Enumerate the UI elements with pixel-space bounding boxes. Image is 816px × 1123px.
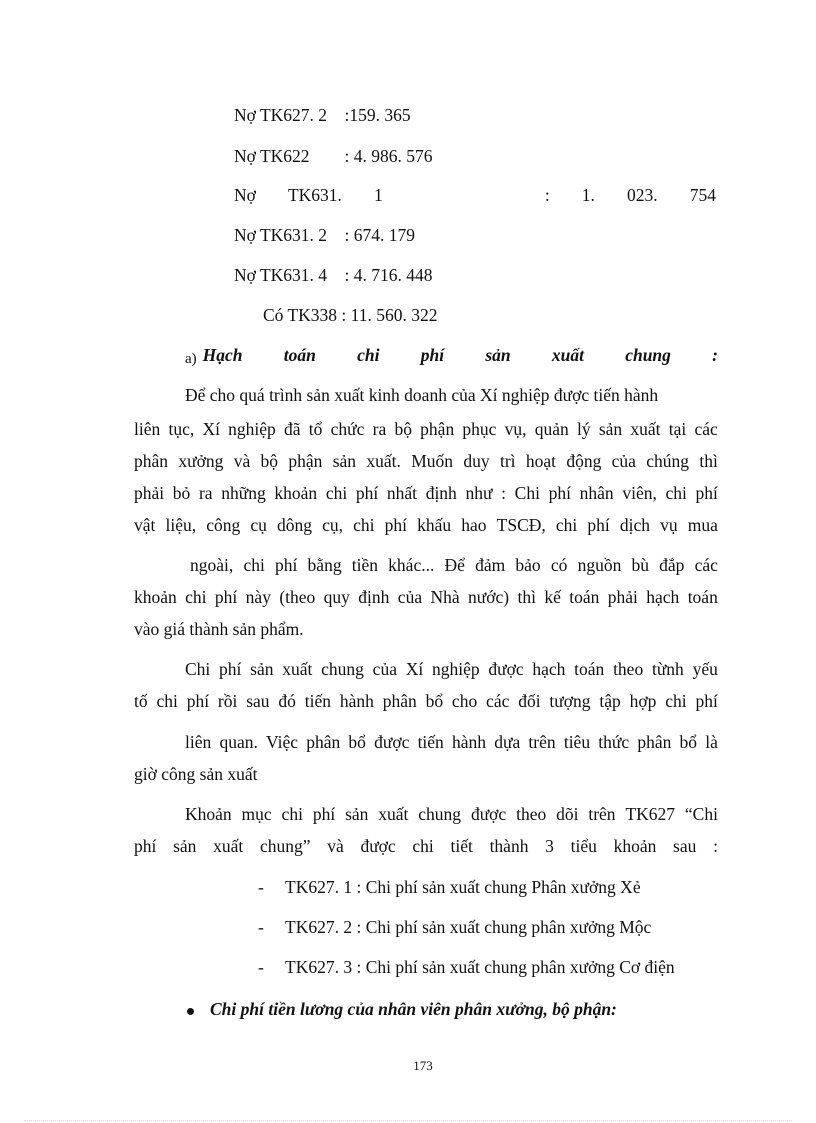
word: từnh <box>651 659 684 679</box>
word: 754 <box>689 185 716 205</box>
word: các <box>694 419 718 439</box>
word: tiêu <box>563 732 591 752</box>
word: có <box>550 555 568 575</box>
word: quan. <box>219 732 258 752</box>
word: khoản <box>274 483 318 503</box>
word: tiến <box>417 732 444 752</box>
word: Xí <box>202 419 220 439</box>
word: chi <box>325 483 348 503</box>
word: đắp <box>659 555 685 575</box>
word: TK627 <box>625 804 676 824</box>
word: được <box>488 659 524 679</box>
word: những <box>221 483 266 503</box>
word: xưởng <box>178 451 224 471</box>
word: phí <box>695 691 718 711</box>
word: 3 <box>545 836 554 856</box>
word: phí <box>214 587 238 607</box>
word: dõi <box>556 804 579 824</box>
word: phân <box>637 732 672 752</box>
word: cụ, <box>322 515 344 535</box>
word: phải <box>607 587 638 607</box>
word: tiết <box>450 836 473 856</box>
page-number: 173 <box>413 1058 433 1073</box>
word: 1. <box>581 185 595 205</box>
word: chúng <box>646 451 690 471</box>
paragraph-2-line-3 <box>185 731 718 753</box>
word: liên <box>134 419 161 439</box>
word: chung” <box>259 836 311 856</box>
word: quy <box>323 587 350 607</box>
entry-no-622: Nợ TK622 : 4. 986. 576 <box>234 146 433 166</box>
word: thành <box>489 836 529 856</box>
word: duy <box>463 451 490 471</box>
heading-word: phí <box>420 345 445 365</box>
word: sau <box>246 691 270 711</box>
word: ra <box>198 483 213 503</box>
word: chi <box>243 555 265 575</box>
word: chi <box>185 587 207 607</box>
word: viên, <box>622 483 657 503</box>
list-item <box>258 916 651 938</box>
word: sản <box>250 659 274 679</box>
word: tố <box>134 691 148 711</box>
word: tập <box>599 691 621 711</box>
paragraph-1-line-6 <box>190 554 718 576</box>
word: phí <box>587 515 610 535</box>
word: liên <box>185 732 212 752</box>
word: : <box>713 836 718 856</box>
paragraph-1-line-2 <box>134 418 718 440</box>
word: đã <box>284 419 301 439</box>
word: chức <box>330 419 365 439</box>
word: TSCĐ, <box>496 515 546 535</box>
word: của <box>397 587 423 607</box>
entry-no-631-1 <box>234 184 716 206</box>
list-item-text: TK627. 2 : Chi phí sản xuất chung phân xưởng Mộc <box>285 917 652 937</box>
section-a-heading <box>185 344 718 368</box>
word: của <box>611 451 636 471</box>
word: phí <box>219 659 242 679</box>
entry-no-631-2: Nợ TK631. 2 : 674. 179 <box>234 225 416 245</box>
word: phí <box>548 483 571 503</box>
word: vụ <box>660 515 678 535</box>
word: tổ <box>308 419 323 439</box>
word: chi <box>555 515 578 535</box>
paragraph-1-line-1: Để cho quá trình sản xuất kinh doanh của Xí nghiệp được tiến hành <box>185 385 659 405</box>
word: tượng <box>549 691 591 711</box>
list-item-text: TK627. 3 : Chi phí sản xuất chung phân xưởng Cơ điện <box>285 957 675 977</box>
word: đó <box>278 691 296 711</box>
word: phí <box>134 836 157 856</box>
word: dông <box>277 515 313 535</box>
heading-word: : <box>712 345 718 365</box>
section-label: a) <box>185 351 197 367</box>
word: hành <box>339 691 374 711</box>
word: đảm <box>475 555 506 575</box>
word: hao <box>461 515 487 535</box>
word: theo <box>516 804 547 824</box>
word: phận <box>420 419 455 439</box>
list-item-text: TK627. 1 : Chi phí sản xuất chung Phân xưởng Xẻ <box>285 877 641 897</box>
word: tiền <box>351 555 378 575</box>
heading-word: Hạch <box>202 345 243 365</box>
word: phí <box>186 691 210 711</box>
word: chung <box>418 804 462 824</box>
word: Để <box>444 555 465 575</box>
word: tiến <box>304 691 331 711</box>
word: theo <box>613 659 644 679</box>
footer-divider <box>24 1120 792 1121</box>
word: Muốn <box>411 451 454 471</box>
word: kế <box>544 587 561 607</box>
word: hợp <box>629 691 657 711</box>
word: Xí <box>405 659 424 679</box>
word: của <box>372 659 397 679</box>
word: khấu <box>417 515 452 535</box>
word: nghiệp <box>431 659 480 679</box>
word: sản <box>345 804 369 824</box>
word: định <box>358 587 390 607</box>
word: TK631. <box>287 185 342 205</box>
word: phân <box>134 451 169 471</box>
word: hành <box>452 732 487 752</box>
word: đối <box>518 691 541 711</box>
word: phí <box>695 483 718 503</box>
list-marker: - <box>258 917 264 937</box>
word: Chi <box>185 659 211 679</box>
word: công <box>206 515 241 535</box>
word: vụ, <box>504 419 527 439</box>
list-item <box>258 956 675 978</box>
word: được <box>360 836 396 856</box>
paragraph-1-line-5 <box>134 514 718 536</box>
word: trên <box>588 804 616 824</box>
word: thì <box>699 451 718 471</box>
paragraph-1-last-line: vào giá thành sản phẩm. <box>134 619 304 639</box>
bullet-heading: Chi phí tiền lương của nhân viên phân xưởng, bộ phận: <box>210 999 617 1019</box>
word: sau <box>673 836 697 856</box>
paragraph-1-line-4 <box>134 482 718 504</box>
word: hạch <box>646 587 680 607</box>
entry-co-338: Có TK338 : 11. 560. 322 <box>263 305 438 325</box>
word: sản <box>598 419 623 439</box>
entry-no-631-4: Nợ TK631. 4 : 4. 716. 448 <box>234 265 433 285</box>
word: phải <box>134 483 165 503</box>
word: rồi <box>217 691 238 711</box>
word: phận <box>288 451 323 471</box>
word: trên <box>528 732 556 752</box>
word: là <box>705 732 718 752</box>
heading-word: chi <box>357 345 380 365</box>
word: Nợ <box>234 185 256 205</box>
word: dịch <box>619 515 650 535</box>
word: : <box>544 185 550 205</box>
word: xuất <box>282 659 313 679</box>
word: như <box>465 483 493 503</box>
word: bổ <box>425 691 444 711</box>
word: (theo <box>279 587 316 607</box>
word: quản <box>534 419 569 439</box>
word: các <box>486 691 510 711</box>
word: phí <box>312 804 336 824</box>
word: toán <box>574 659 605 679</box>
word: xuất. <box>366 451 401 471</box>
word: Khoản <box>185 804 232 824</box>
word: toán <box>569 587 600 607</box>
paragraph-2-line-1 <box>185 658 718 680</box>
word: và <box>327 836 344 856</box>
word: liệu, <box>165 515 197 535</box>
word: chung <box>321 659 364 679</box>
word: và <box>233 451 251 471</box>
list-marker: - <box>258 957 264 977</box>
word: các <box>694 555 718 575</box>
word: 1 <box>374 185 383 205</box>
word: bảo <box>515 555 541 575</box>
word: chi <box>665 691 687 711</box>
word: dựa <box>494 732 521 752</box>
word: chi <box>156 691 178 711</box>
word: chi <box>353 515 375 535</box>
word: phân <box>306 732 341 752</box>
word: Nhà <box>430 587 460 607</box>
word: vật <box>134 515 156 535</box>
list-item <box>258 876 641 898</box>
word: tiểu <box>570 836 597 856</box>
word: ngoài, <box>190 555 234 575</box>
paragraph-1-line-7 <box>134 586 718 608</box>
word: chi <box>665 483 687 503</box>
paragraph-2-last-line: giờ công sản xuất <box>134 764 258 784</box>
word: hạch <box>532 659 566 679</box>
word: thì <box>517 587 536 607</box>
word: tại <box>668 419 687 439</box>
word: động <box>566 451 602 471</box>
word: được <box>470 804 507 824</box>
word: nhất <box>386 483 418 503</box>
list-marker: - <box>258 877 264 897</box>
word: được <box>374 732 410 752</box>
word: cụ <box>250 515 267 535</box>
word: mua <box>687 515 718 535</box>
word: bổ <box>348 732 366 752</box>
word: bổ <box>679 732 698 752</box>
word: chi <box>281 804 303 824</box>
word: 023. <box>627 185 658 205</box>
word: khoản <box>134 587 177 607</box>
word: khác... <box>388 555 435 575</box>
entry-no-627-2: Nợ TK627. 2 :159. 365 <box>234 105 411 125</box>
word: nhân <box>579 483 614 503</box>
bullet-icon <box>187 1008 194 1015</box>
paragraph-3-line-1 <box>185 803 718 825</box>
word: tục, <box>168 419 195 439</box>
word: toán <box>687 587 718 607</box>
word: chi <box>412 836 434 856</box>
paragraph-2-line-2 <box>134 690 718 712</box>
word: này <box>245 587 271 607</box>
heading-word: toán <box>283 345 316 365</box>
word: xuất <box>378 804 409 824</box>
word: phân <box>382 691 417 711</box>
word: ra <box>372 419 387 439</box>
word: định <box>425 483 457 503</box>
word: xuất <box>630 419 661 439</box>
word: yếu <box>692 659 718 679</box>
word: sản <box>332 451 357 471</box>
word: sản <box>173 836 197 856</box>
word: hoạt <box>525 451 556 471</box>
word: bỏ <box>172 483 191 503</box>
word: thức <box>598 732 630 752</box>
word: nguồn <box>577 555 622 575</box>
heading-word: xuất <box>551 345 584 365</box>
word: trì <box>499 451 516 471</box>
word: khoản <box>613 836 657 856</box>
word: : <box>501 483 506 503</box>
word: mục <box>241 804 272 824</box>
word: xuất <box>213 836 244 856</box>
word: Chi <box>514 483 540 503</box>
word: cho <box>451 691 478 711</box>
word: phí <box>355 483 379 503</box>
word: Việc <box>266 732 299 752</box>
paragraph-1-line-3 <box>134 450 718 472</box>
heading-word: sản <box>485 345 511 365</box>
word: nước) <box>468 587 510 607</box>
word: lý <box>577 419 591 439</box>
word: bằng <box>307 555 342 575</box>
word: “Chi <box>684 804 718 824</box>
paragraph-3-line-2 <box>134 835 718 857</box>
word: bộ <box>394 419 412 439</box>
word: bộ <box>260 451 279 471</box>
word: phí <box>275 555 298 575</box>
word: phí <box>384 515 408 535</box>
section-a-label-and-word <box>185 344 243 368</box>
word: bù <box>631 555 649 575</box>
word: nghiệp <box>228 419 276 439</box>
heading-word: chung <box>625 345 671 365</box>
word: phục <box>462 419 497 439</box>
